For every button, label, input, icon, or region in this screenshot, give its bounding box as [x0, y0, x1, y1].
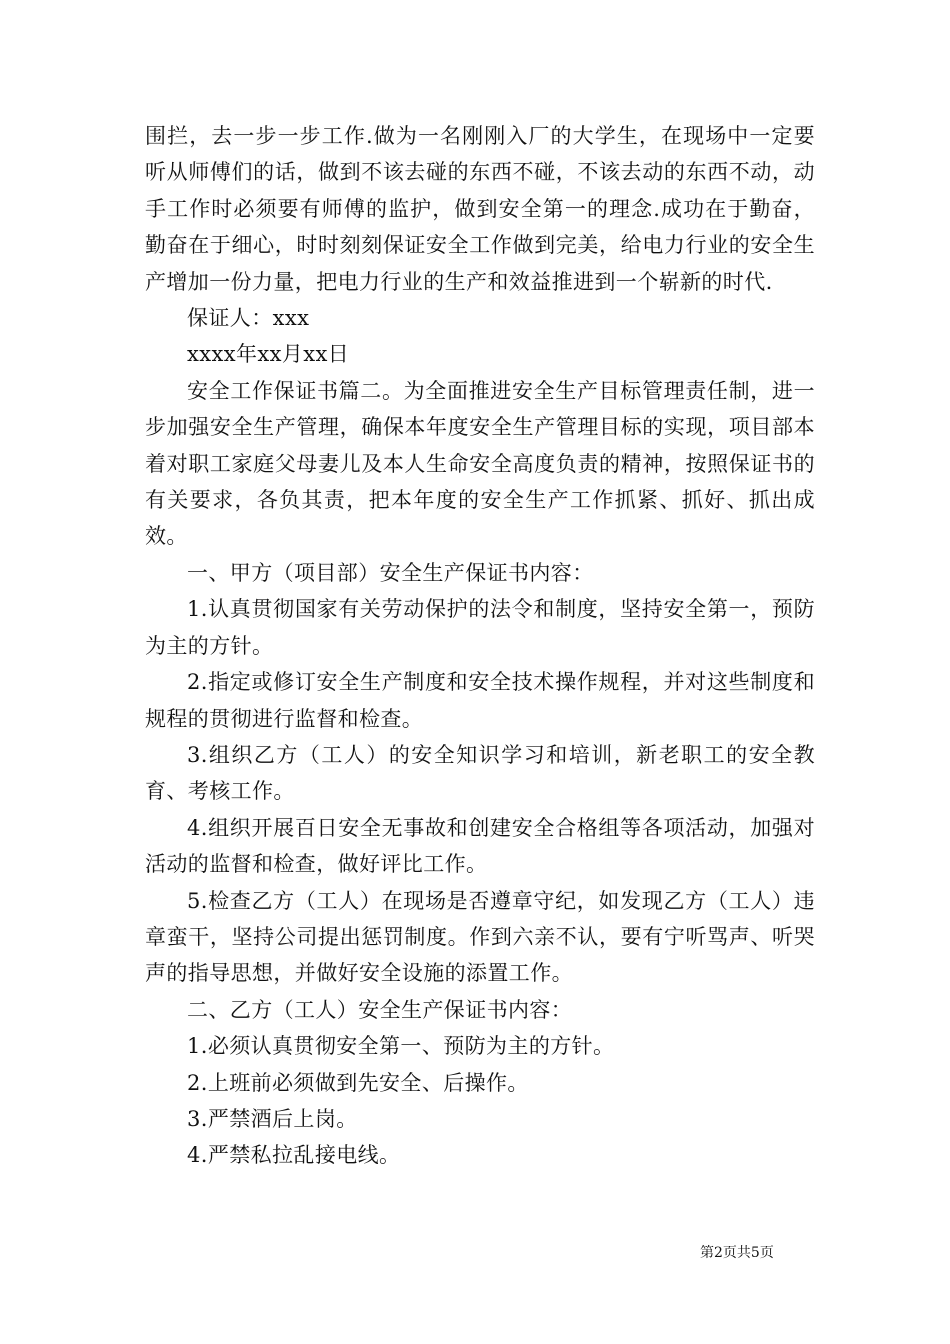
party-b-item-4: 4.严禁私拉乱接电线。 — [187, 1143, 401, 1168]
party-b-item-2: 2.上班前必须做到先安全、后操作。 — [187, 1070, 529, 1095]
party-a-item-3: 3.组织乙方（工人）的安全知识学习和培训，新老职工的安全教育、考核工作。 — [145, 742, 815, 804]
page-number-footer: 第2页共5页 — [700, 1245, 774, 1261]
section-heading-party-b: 二、乙方（工人）安全生产保证书内容： — [187, 997, 573, 1022]
document-body — [145, 118, 815, 1174]
party-a-item-2: 2.指定或修订安全生产制度和安全技术操作规程，并对这些制度和规程的贯彻进行监督和检查。 — [145, 670, 815, 731]
party-a-item-5: 5.检查乙方（工人）在现场是否遵章守纪，如发现乙方（工人）违章蛮干，坚持公司提出惩罚制度。作到六亲不认，要有宁听骂声、听哭声的指导思想，并做好安全设施的添置工作。 — [145, 888, 815, 986]
paragraph-continuation: 围拦，去一步一步工作.做为一名刚刚入厂的大学生，在现场中一定要听从师傅们的话，做到不该去碰的东西不碰，不该去动的东西不动，动手工作时必须要有师傅的监护，做到安全第一的理念.成功在于勤奋，勤奋在于细心，时时刻刻保证安全工作做到完美，给电力行业的安全生产增加一份力量，把电力行业的生产和效益推进到一个崭新的时代. — [145, 124, 815, 294]
section-heading-party-a: 一、甲方（项目部）安全生产保证书内容： — [187, 560, 594, 585]
guarantor-line: 保证人：xxx — [187, 306, 310, 331]
party-b-item-1: 1.必须认真贯彻安全第一、预防为主的方针。 — [187, 1034, 615, 1059]
party-a-item-1: 1.认真贯彻国家有关劳动保护的法令和制度，坚持安全第一，预防为主的方针。 — [145, 597, 815, 658]
date-line: xxxx年xx月xx日 — [187, 342, 350, 367]
party-b-item-3: 3.严禁酒后上岗。 — [187, 1106, 358, 1131]
party-a-item-4: 4.组织开展百日安全无事故和创建安全合格组等各项活动，加强对活动的监督和检查，做好评比工作。 — [145, 815, 815, 877]
paragraph-intro-part-two: 安全工作保证书篇二。为全面推进安全生产目标管理责任制，进一步加强安全生产管理，确保本年度安全生产管理目标的实现，项目部本着对职工家庭父母妻儿及本人生命安全高度负责的精神，按照保证书的有关要求，各负其责，把本年度的安全生产工作抓紧、抓好、抓出成效。 — [145, 378, 815, 549]
